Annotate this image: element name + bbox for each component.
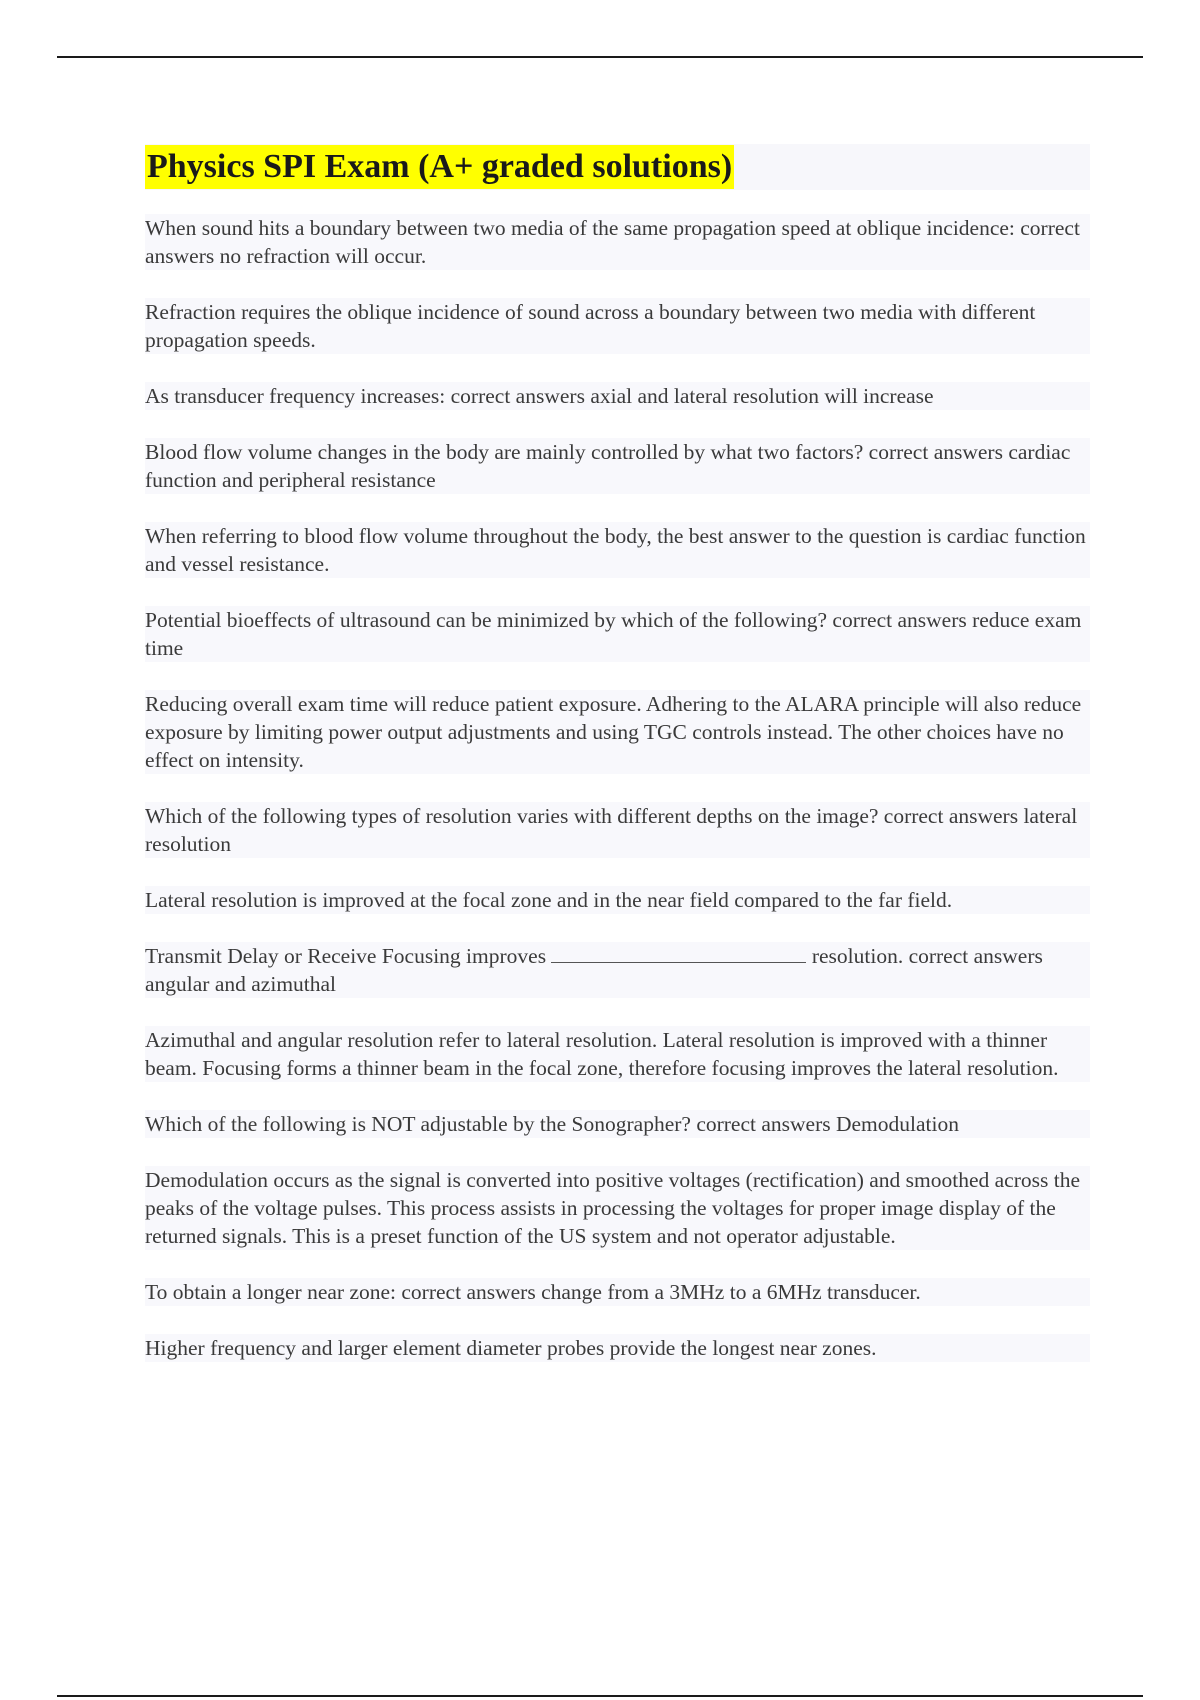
paragraph: Demodulation occurs as the signal is converted into positive voltages (rectification) and smoothed across the peaks of the voltage pulses. This process assists in processing the voltages for proper image display of the returned signals. This is a preset function of the US system and not operator adjustable. — [145, 1166, 1090, 1250]
paragraph: As transducer frequency increases: correct answers axial and lateral resolution will increase — [145, 382, 1090, 410]
paragraph: Which of the following is NOT adjustable by the Sonographer? correct answers Demodulation — [145, 1110, 1090, 1138]
footer-rule — [57, 1695, 1143, 1697]
paragraph: Reducing overall exam time will reduce patient exposure. Adhering to the ALARA principle will also reduce exposure by limiting power output adjustments and using TGC controls instead. The other choices have no effect on intensity. — [145, 690, 1090, 774]
paragraph: Azimuthal and angular resolution refer to lateral resolution. Lateral resolution is improved with a thinner beam. Focusing forms a thinner beam in the focal zone, therefore focusing improves the lateral resolution. — [145, 1026, 1090, 1082]
paragraph: Higher frequency and larger element diameter probes provide the longest near zones. — [145, 1334, 1090, 1362]
fill-in-blank — [551, 942, 806, 963]
paragraph: Lateral resolution is improved at the focal zone and in the near field compared to the far field. — [145, 886, 1090, 914]
paragraph: When sound hits a boundary between two media of the same propagation speed at oblique incidence: correct answers no refraction will occur. — [145, 214, 1090, 270]
header-rule — [57, 56, 1143, 58]
fill-in-before: Transmit Delay or Receive Focusing improves — [145, 944, 547, 968]
document-title: Physics SPI Exam (A+ graded solutions) — [145, 145, 734, 189]
fill-in-question — [145, 942, 1090, 998]
paragraph: To obtain a longer near zone: correct answers change from a 3MHz to a 6MHz transducer. — [145, 1278, 1090, 1306]
title-band — [145, 144, 1090, 190]
paragraph: Blood flow volume changes in the body are mainly controlled by what two factors? correct answers cardiac function and peripheral resistance — [145, 438, 1090, 494]
document-body — [145, 144, 1090, 1390]
paragraph: When referring to blood flow volume throughout the body, the best answer to the question is cardiac function and vessel resistance. — [145, 522, 1090, 578]
paragraph: Refraction requires the oblique incidence of sound across a boundary between two media with different propagation speeds. — [145, 298, 1090, 354]
paragraph: Potential bioeffects of ultrasound can be minimized by which of the following? correct answers reduce exam time — [145, 606, 1090, 662]
fill-in-after: resolution. correct answers angular and azimuthal — [145, 944, 1043, 996]
paragraph: Which of the following types of resolution varies with different depths on the image? correct answers lateral resolution — [145, 802, 1090, 858]
